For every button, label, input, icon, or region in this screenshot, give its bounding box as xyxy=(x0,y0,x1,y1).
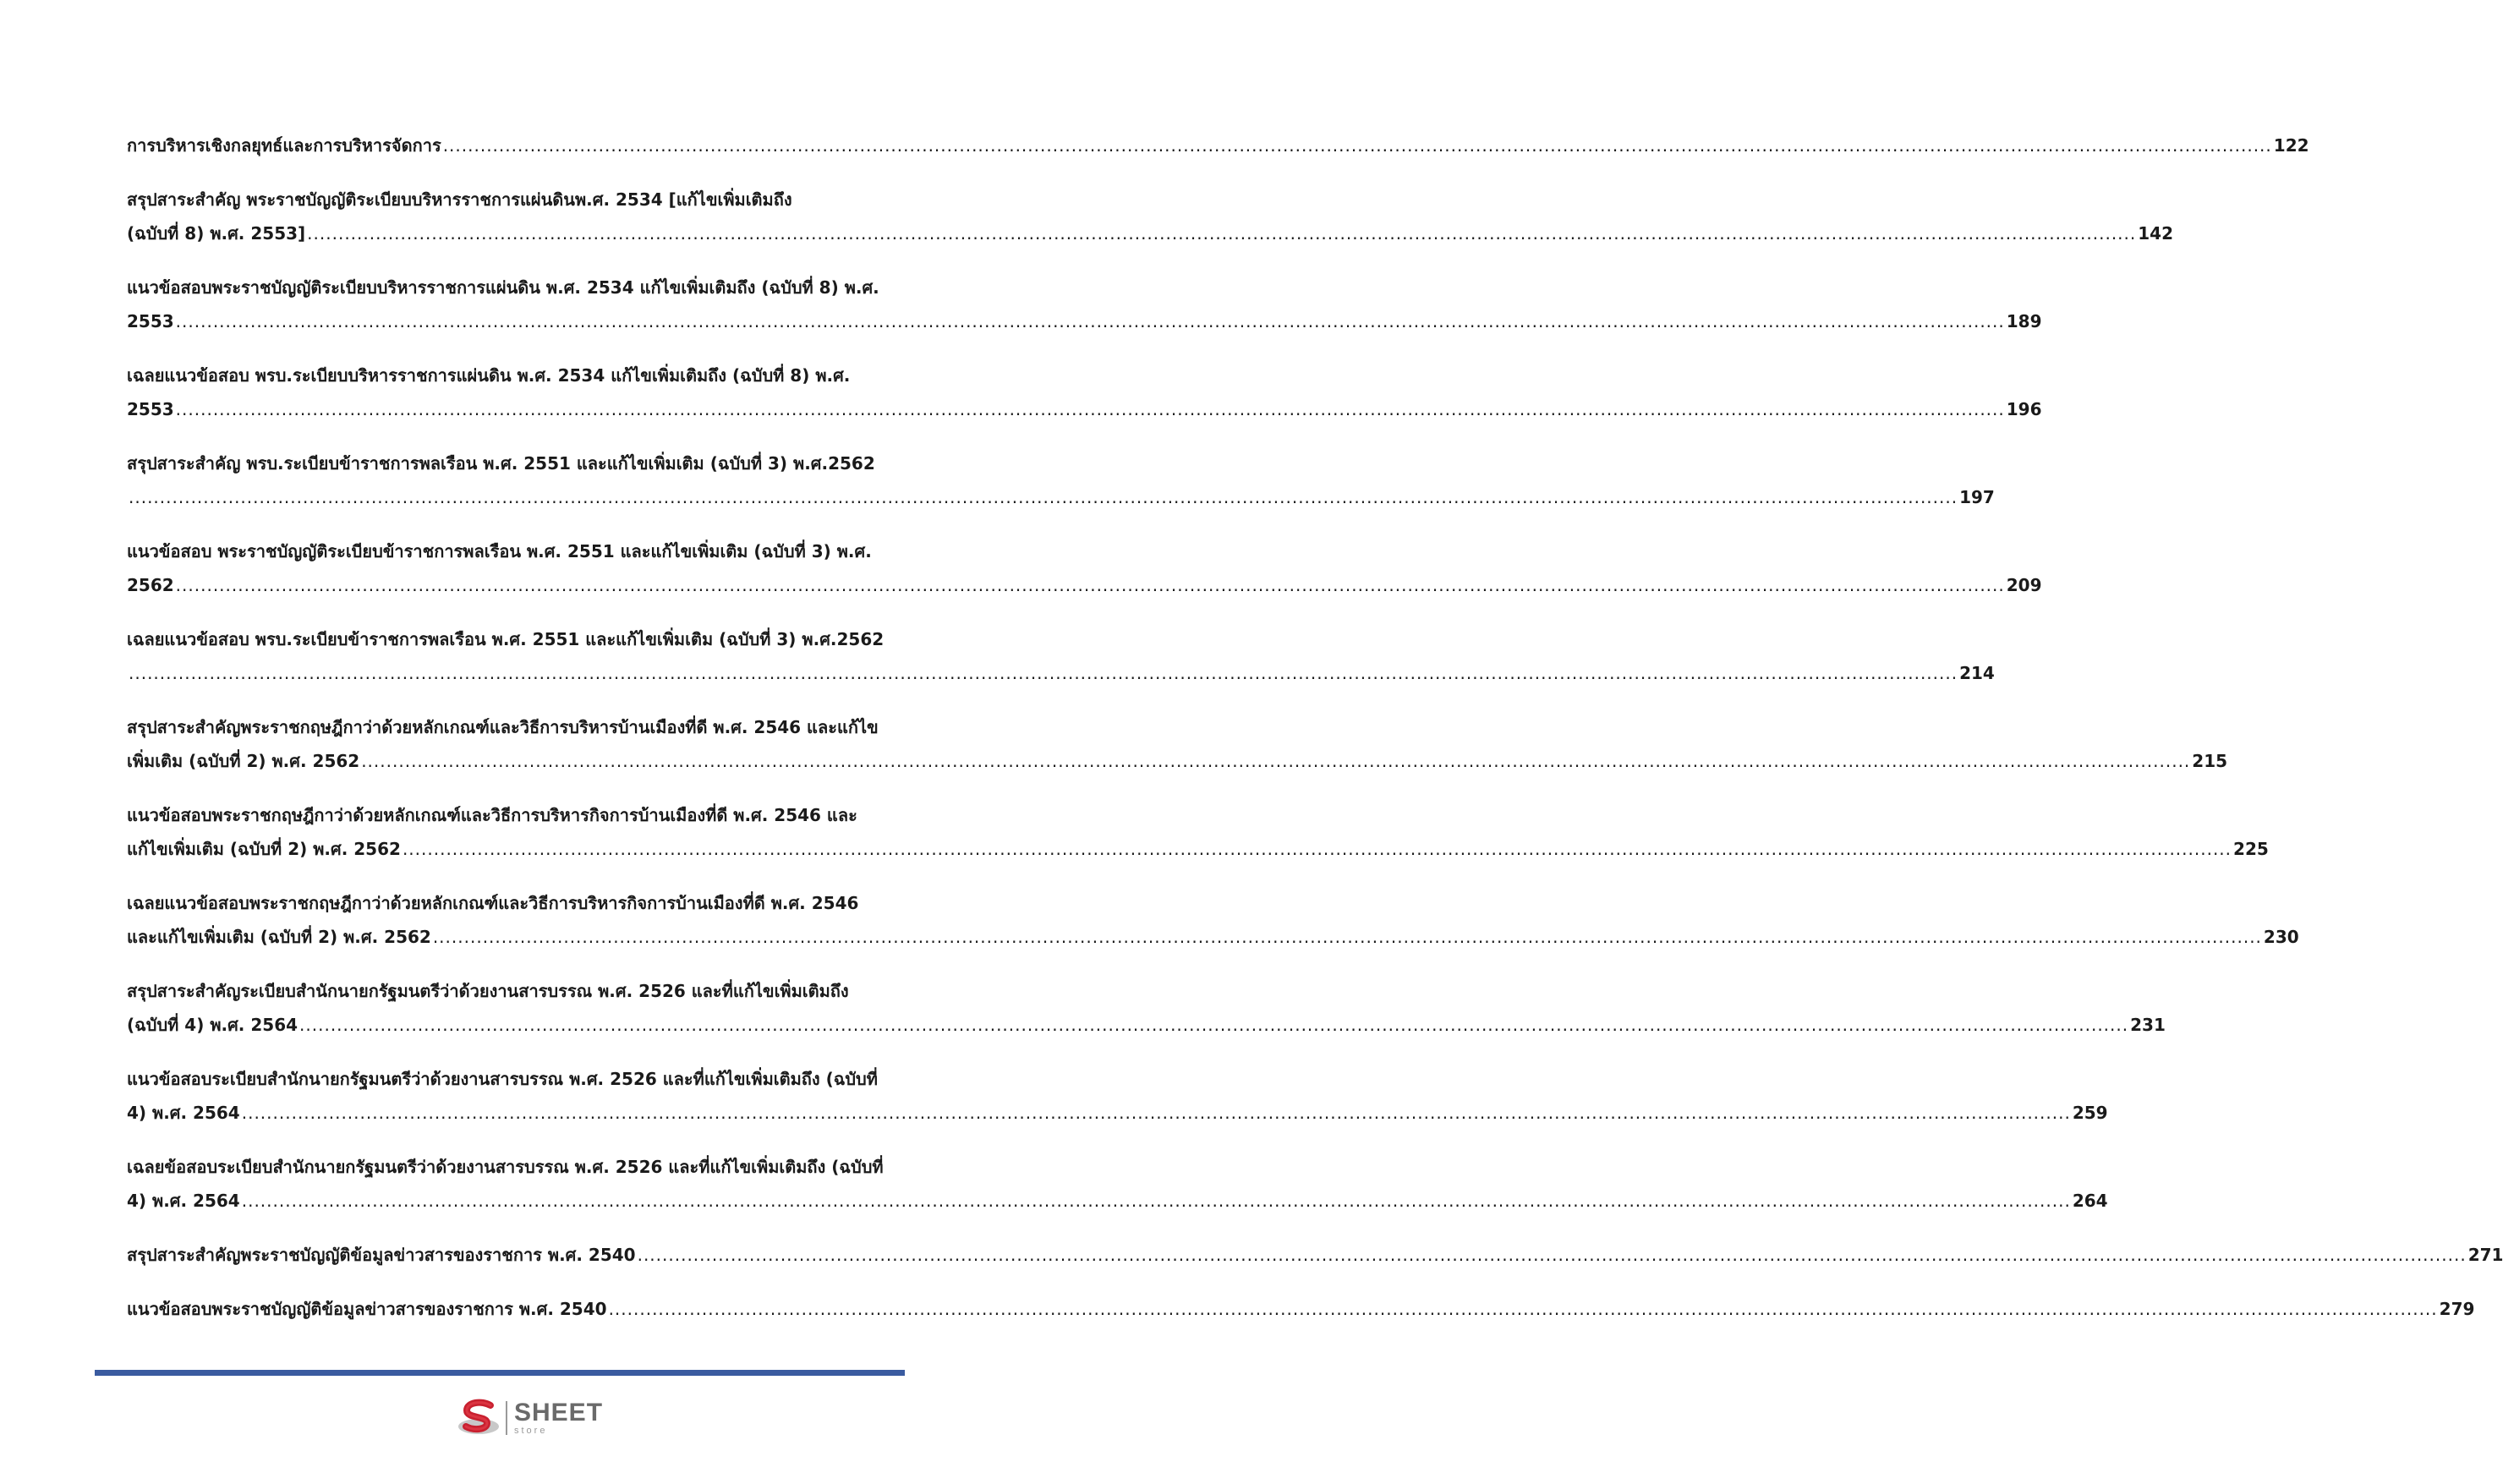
toc-entry[interactable] xyxy=(127,798,2269,866)
dot-leader xyxy=(129,480,1958,514)
dot-leader xyxy=(609,1292,2438,1326)
dot-leader xyxy=(176,568,2005,602)
toc-entry-title-line: สรุปสาระสำคัญ พระราชบัญญัติระเบียบบริหารราชการแผ่นดินพ.ศ. 2534 [แก้ไขเพิ่มเติมถึง xyxy=(127,189,792,210)
footer-rule xyxy=(95,1370,905,1376)
toc-entry-last-line xyxy=(127,1292,2475,1326)
toc-entry-last-line xyxy=(127,568,2042,602)
toc-page-number: 214 xyxy=(1959,663,1995,683)
toc-entry-title-line: แนวข้อสอบพระราชบัญญัติระเบียบบริหารราชการแผ่นดิน พ.ศ. 2534 แก้ไขเพิ่มเติมถึง (ฉบับที่ 8) พ.ศ. xyxy=(127,277,879,298)
dot-leader xyxy=(433,920,2262,954)
dot-leader xyxy=(638,1238,2467,1272)
toc-entry-last-line xyxy=(127,1184,2108,1218)
toc-page-number: 197 xyxy=(1959,487,1995,507)
toc-entry-title-line: การบริหารเชิงกลยุทธ์และการบริหารจัดการ xyxy=(127,135,441,156)
toc-entry[interactable] xyxy=(127,129,2309,162)
toc-entry-title-line: 4) พ.ศ. 2564 xyxy=(127,1191,240,1211)
toc-page-number: 231 xyxy=(2130,1015,2166,1035)
toc-entry-last-line xyxy=(127,304,2042,338)
toc-entry-last-line xyxy=(127,1008,2166,1042)
toc-entry[interactable] xyxy=(127,1150,2108,1218)
brand-text xyxy=(514,1400,603,1436)
toc-entry-title-line: แก้ไขเพิ่มเติม (ฉบับที่ 2) พ.ศ. 2562 xyxy=(127,839,401,859)
dot-leader xyxy=(361,744,2190,778)
toc-entry-title-line: 4) พ.ศ. 2564 xyxy=(127,1103,240,1123)
toc-entry-title-line: (ฉบับที่ 8) พ.ศ. 2553] xyxy=(127,223,306,244)
toc-page-number: 209 xyxy=(2006,575,2042,595)
toc-entry-title-line: แนวข้อสอบพระราชบัญญัติข้อมูลข่าวสารของราชการ พ.ศ. 2540 xyxy=(127,1299,607,1319)
toc-entry[interactable] xyxy=(127,1238,2503,1272)
toc-entry-last-line xyxy=(127,656,1995,690)
brand-subword: store xyxy=(514,1426,548,1436)
toc-entry-last-line xyxy=(127,480,1995,514)
toc-entry-last-line xyxy=(127,392,2042,426)
toc-entry-title-line: 2553 xyxy=(127,311,174,331)
dot-leader xyxy=(403,832,2232,866)
dot-leader xyxy=(242,1096,2071,1130)
toc-entry[interactable] xyxy=(127,271,2042,338)
dot-leader xyxy=(443,129,2272,162)
toc-entry-last-line xyxy=(127,832,2269,866)
toc-entry-title-line: เฉลยแนวข้อสอบ พรบ.ระเบียบบริหารราชการแผ่นดิน พ.ศ. 2534 แก้ไขเพิ่มเติมถึง (ฉบับที่ 8) พ.ศ. xyxy=(127,365,851,386)
toc-entry[interactable] xyxy=(127,622,1995,690)
toc-entry-title-line: แนวข้อสอบพระราชกฤษฎีกาว่าด้วยหลักเกณฑ์และวิธีการบริหารกิจการบ้านเมืองที่ดี พ.ศ. 2546 และ xyxy=(127,805,857,825)
toc-page-number: 259 xyxy=(2072,1103,2108,1123)
toc-entry-title-line: และแก้ไขเพิ่มเติม (ฉบับที่ 2) พ.ศ. 2562 xyxy=(127,927,431,947)
toc-page-number: 264 xyxy=(2072,1191,2108,1211)
toc-page-number: 189 xyxy=(2006,311,2042,331)
sheet-store-s-icon xyxy=(457,1399,501,1437)
toc-entry-title-line: สรุปสาระสำคัญพระราชบัญญัติข้อมูลข่าวสารของราชการ พ.ศ. 2540 xyxy=(127,1245,636,1265)
toc-entry-title-line: 2553 xyxy=(127,399,174,419)
toc-entry[interactable] xyxy=(127,359,2042,426)
toc-entry-title-line: แนวข้อสอบ พระราชบัญญัติระเบียบข้าราชการพลเรือน พ.ศ. 2551 และแก้ไขเพิ่มเติม (ฉบับที่ 3) พ.ศ. xyxy=(127,541,872,561)
toc-entry-last-line xyxy=(127,920,2299,954)
toc-page-number: 142 xyxy=(2138,223,2174,244)
toc-page-number: 196 xyxy=(2006,399,2042,419)
dot-leader xyxy=(129,656,1958,690)
dot-leader xyxy=(176,304,2005,338)
toc-entry-last-line xyxy=(127,1096,2108,1130)
logo-divider xyxy=(506,1401,507,1435)
toc-page-number: 279 xyxy=(2439,1299,2475,1319)
toc-entry-title-line: เฉลยแนวข้อสอบพระราชกฤษฎีกาว่าด้วยหลักเกณฑ์และวิธีการบริหารกิจการบ้านเมืองที่ดี พ.ศ. 2546 xyxy=(127,893,859,913)
dot-leader xyxy=(176,392,2005,426)
dot-leader xyxy=(299,1008,2128,1042)
brand-word: SHEET xyxy=(514,1399,604,1427)
toc-entry[interactable] xyxy=(127,974,2166,1042)
toc-entry-title-line: แนวข้อสอบระเบียบสำนักนายกรัฐมนตรีว่าด้วยงานสารบรรณ พ.ศ. 2526 และที่แก้ไขเพิ่มเติมถึง (ฉบับที่ xyxy=(127,1069,878,1089)
toc-page-number: 215 xyxy=(2192,751,2228,771)
toc-entry-title-line: สรุปสาระสำคัญ พรบ.ระเบียบข้าราชการพลเรือน พ.ศ. 2551 และแก้ไขเพิ่มเติม (ฉบับที่ 3) พ.ศ.2562 xyxy=(127,453,875,474)
toc-entry[interactable] xyxy=(127,886,2299,954)
toc-entry-last-line xyxy=(127,744,2228,778)
toc-entry[interactable] xyxy=(127,1062,2108,1130)
toc-page-number: 122 xyxy=(2273,135,2309,156)
toc-entry-title-line: (ฉบับที่ 4) พ.ศ. 2564 xyxy=(127,1015,298,1035)
toc-entry-last-line xyxy=(127,216,2174,250)
toc-entry-title-line: เฉลยแนวข้อสอบ พรบ.ระเบียบข้าราชการพลเรือน พ.ศ. 2551 และแก้ไขเพิ่มเติม (ฉบับที่ 3) พ.ศ.2562 xyxy=(127,629,885,649)
dot-leader xyxy=(242,1184,2071,1218)
toc-entry[interactable] xyxy=(127,183,2174,250)
toc-entry-title-line: สรุปสาระสำคัญพระราชกฤษฎีกาว่าด้วยหลักเกณฑ์และวิธีการบริหารบ้านเมืองที่ดี พ.ศ. 2546 และแก้ไข xyxy=(127,717,879,737)
toc-entry-title-line: 2562 xyxy=(127,575,174,595)
toc-entry[interactable] xyxy=(127,710,2228,778)
toc-page-number: 230 xyxy=(2263,927,2299,947)
toc-entry[interactable] xyxy=(127,446,1995,514)
toc-page-number: 271 xyxy=(2467,1245,2503,1265)
toc-entry[interactable] xyxy=(127,1292,2475,1326)
sheet-store-logo xyxy=(457,1399,603,1437)
table-of-contents xyxy=(127,129,2503,1346)
toc-entry-title-line: เฉลยข้อสอบระเบียบสำนักนายกรัฐมนตรีว่าด้วยงานสารบรรณ พ.ศ. 2526 และที่แก้ไขเพิ่มเติมถึง (ฉบับที่ xyxy=(127,1157,884,1177)
toc-entry-title-line: เพิ่มเติม (ฉบับที่ 2) พ.ศ. 2562 xyxy=(127,751,360,771)
toc-entry-title-line: สรุปสาระสำคัญระเบียบสำนักนายกรัฐมนตรีว่าด้วยงานสารบรรณ พ.ศ. 2526 และที่แก้ไขเพิ่มเติมถึง xyxy=(127,981,849,1001)
toc-page-number: 225 xyxy=(2233,839,2269,859)
dot-leader xyxy=(307,216,2136,250)
toc-entry-last-line xyxy=(127,1238,2503,1272)
toc-entry[interactable] xyxy=(127,534,2042,602)
toc-entry-last-line xyxy=(127,129,2309,162)
